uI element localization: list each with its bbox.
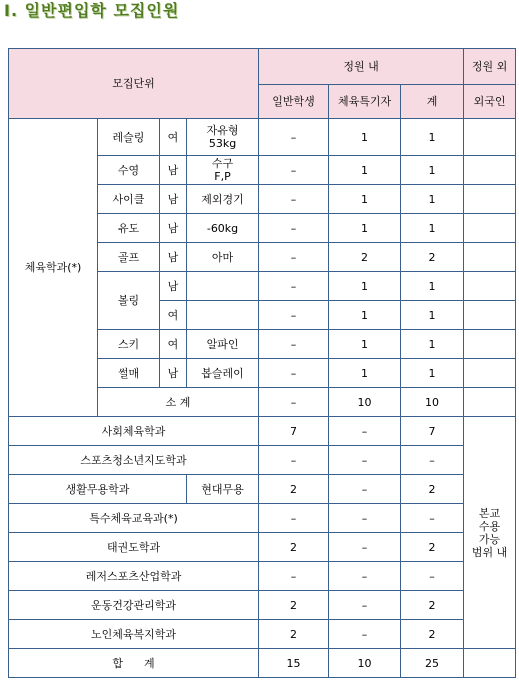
sport-name: 유도 bbox=[98, 214, 160, 243]
dept-name-pe: 체육학과(*) bbox=[9, 119, 98, 417]
athlete-count: 2 bbox=[329, 243, 401, 272]
dept-name: 운동건강관리학과 bbox=[9, 591, 259, 620]
sport-name: 스키 bbox=[98, 330, 160, 359]
athlete-count: – bbox=[329, 475, 401, 504]
total-count: 1 bbox=[401, 330, 464, 359]
general-count: 7 bbox=[259, 417, 329, 446]
table-row bbox=[9, 446, 516, 475]
total-count: 2 bbox=[401, 533, 464, 562]
athlete-count: – bbox=[329, 504, 401, 533]
foreign-cell bbox=[464, 330, 516, 359]
athlete-count: – bbox=[329, 562, 401, 591]
foreign-cell bbox=[464, 185, 516, 214]
foreign-note: 본교 수용 가능 범위 내 bbox=[464, 417, 516, 649]
general-count: 15 bbox=[259, 649, 329, 678]
table-row bbox=[9, 533, 516, 562]
foreign-cell bbox=[464, 388, 516, 417]
general-count: 2 bbox=[259, 475, 329, 504]
table-row bbox=[9, 119, 516, 156]
general-count: – bbox=[259, 243, 329, 272]
grand-total-row bbox=[9, 649, 516, 678]
header-unit: 모집단위 bbox=[9, 49, 259, 119]
athlete-count: 1 bbox=[329, 272, 401, 301]
general-count: – bbox=[259, 359, 329, 388]
total-count: 2 bbox=[401, 243, 464, 272]
total-count: – bbox=[401, 504, 464, 533]
table-row bbox=[9, 620, 516, 649]
sport-name: 볼링 bbox=[98, 272, 160, 330]
header-foreign: 외국인 bbox=[464, 85, 516, 119]
gender: 남 bbox=[160, 359, 187, 388]
total-count: 2 bbox=[401, 475, 464, 504]
general-count: – bbox=[259, 119, 329, 156]
sport-name: 썰매 bbox=[98, 359, 160, 388]
athlete-count: 1 bbox=[329, 214, 401, 243]
grand-total-label: 합 계 bbox=[9, 649, 259, 678]
total-count: 1 bbox=[401, 185, 464, 214]
quota-table bbox=[8, 48, 516, 678]
general-count: 2 bbox=[259, 620, 329, 649]
athlete-count: 1 bbox=[329, 185, 401, 214]
general-count: – bbox=[259, 185, 329, 214]
general-count: – bbox=[259, 330, 329, 359]
foreign-cell bbox=[464, 649, 516, 678]
table-row bbox=[9, 591, 516, 620]
gender: 여 bbox=[160, 119, 187, 156]
sport-name: 사이클 bbox=[98, 185, 160, 214]
table-row bbox=[9, 475, 516, 504]
athlete-count: 1 bbox=[329, 301, 401, 330]
total-count: 1 bbox=[401, 119, 464, 156]
total-count: – bbox=[401, 562, 464, 591]
foreign-cell bbox=[464, 359, 516, 388]
header-total: 계 bbox=[401, 85, 464, 119]
table-row bbox=[9, 417, 516, 446]
total-count: 1 bbox=[401, 301, 464, 330]
athlete-count: 1 bbox=[329, 359, 401, 388]
athlete-count: – bbox=[329, 533, 401, 562]
total-count: 1 bbox=[401, 359, 464, 388]
gender: 남 bbox=[160, 214, 187, 243]
total-count: 1 bbox=[401, 272, 464, 301]
event: 자유형 53kg bbox=[187, 119, 259, 156]
subtotal-label: 소 계 bbox=[98, 388, 259, 417]
general-count: – bbox=[259, 562, 329, 591]
general-count: – bbox=[259, 214, 329, 243]
header-athlete: 체육특기자 bbox=[329, 85, 401, 119]
table-row bbox=[9, 504, 516, 533]
athlete-count: 1 bbox=[329, 330, 401, 359]
dept-name: 스포츠청소년지도학과 bbox=[9, 446, 259, 475]
dept-sub: 현대무용 bbox=[187, 475, 259, 504]
total-count: 1 bbox=[401, 156, 464, 185]
event: -60kg bbox=[187, 214, 259, 243]
dept-name: 태권도학과 bbox=[9, 533, 259, 562]
table-row bbox=[9, 562, 516, 591]
page-title: Ⅰ. 일반편입학 모집인원 bbox=[4, 1, 180, 20]
athlete-count: 1 bbox=[329, 119, 401, 156]
event bbox=[187, 301, 259, 330]
gender: 여 bbox=[160, 330, 187, 359]
athlete-count: – bbox=[329, 417, 401, 446]
athlete-count: – bbox=[329, 446, 401, 475]
event: 알파인 bbox=[187, 330, 259, 359]
foreign-cell bbox=[464, 156, 516, 185]
dept-name: 특수체육교육과(*) bbox=[9, 504, 259, 533]
athlete-count: 10 bbox=[329, 649, 401, 678]
event bbox=[187, 272, 259, 301]
general-count: – bbox=[259, 446, 329, 475]
athlete-count: – bbox=[329, 620, 401, 649]
athlete-count: 10 bbox=[329, 388, 401, 417]
header-within-quota: 정원 내 bbox=[259, 49, 464, 85]
general-count: – bbox=[259, 388, 329, 417]
athlete-count: 1 bbox=[329, 156, 401, 185]
gender: 남 bbox=[160, 243, 187, 272]
general-count: – bbox=[259, 156, 329, 185]
dept-name: 노인체육복지학과 bbox=[9, 620, 259, 649]
total-count: 2 bbox=[401, 591, 464, 620]
total-count: 1 bbox=[401, 214, 464, 243]
dept-name: 생활무용학과 bbox=[9, 475, 187, 504]
foreign-cell bbox=[464, 272, 516, 301]
gender: 여 bbox=[160, 301, 187, 330]
gender: 남 bbox=[160, 185, 187, 214]
dept-name: 레저스포츠산업학과 bbox=[9, 562, 259, 591]
header-outside-quota: 정원 외 bbox=[464, 49, 516, 85]
general-count: 2 bbox=[259, 533, 329, 562]
foreign-cell bbox=[464, 301, 516, 330]
general-count: – bbox=[259, 301, 329, 330]
gender: 남 bbox=[160, 272, 187, 301]
gender: 남 bbox=[160, 156, 187, 185]
total-count: – bbox=[401, 446, 464, 475]
total-count: 10 bbox=[401, 388, 464, 417]
header-general: 일반학생 bbox=[259, 85, 329, 119]
total-count: 25 bbox=[401, 649, 464, 678]
foreign-cell bbox=[464, 214, 516, 243]
event: 제외경기 bbox=[187, 185, 259, 214]
event: 수구 F,P bbox=[187, 156, 259, 185]
sport-name: 골프 bbox=[98, 243, 160, 272]
general-count: 2 bbox=[259, 591, 329, 620]
athlete-count: – bbox=[329, 591, 401, 620]
total-count: 2 bbox=[401, 620, 464, 649]
foreign-cell bbox=[464, 119, 516, 156]
general-count: – bbox=[259, 272, 329, 301]
event: 봅슬레이 bbox=[187, 359, 259, 388]
sport-name: 레슬링 bbox=[98, 119, 160, 156]
foreign-cell bbox=[464, 243, 516, 272]
general-count: – bbox=[259, 504, 329, 533]
total-count: 7 bbox=[401, 417, 464, 446]
sport-name: 수영 bbox=[98, 156, 160, 185]
event: 아마 bbox=[187, 243, 259, 272]
dept-name: 사회체육학과 bbox=[9, 417, 259, 446]
